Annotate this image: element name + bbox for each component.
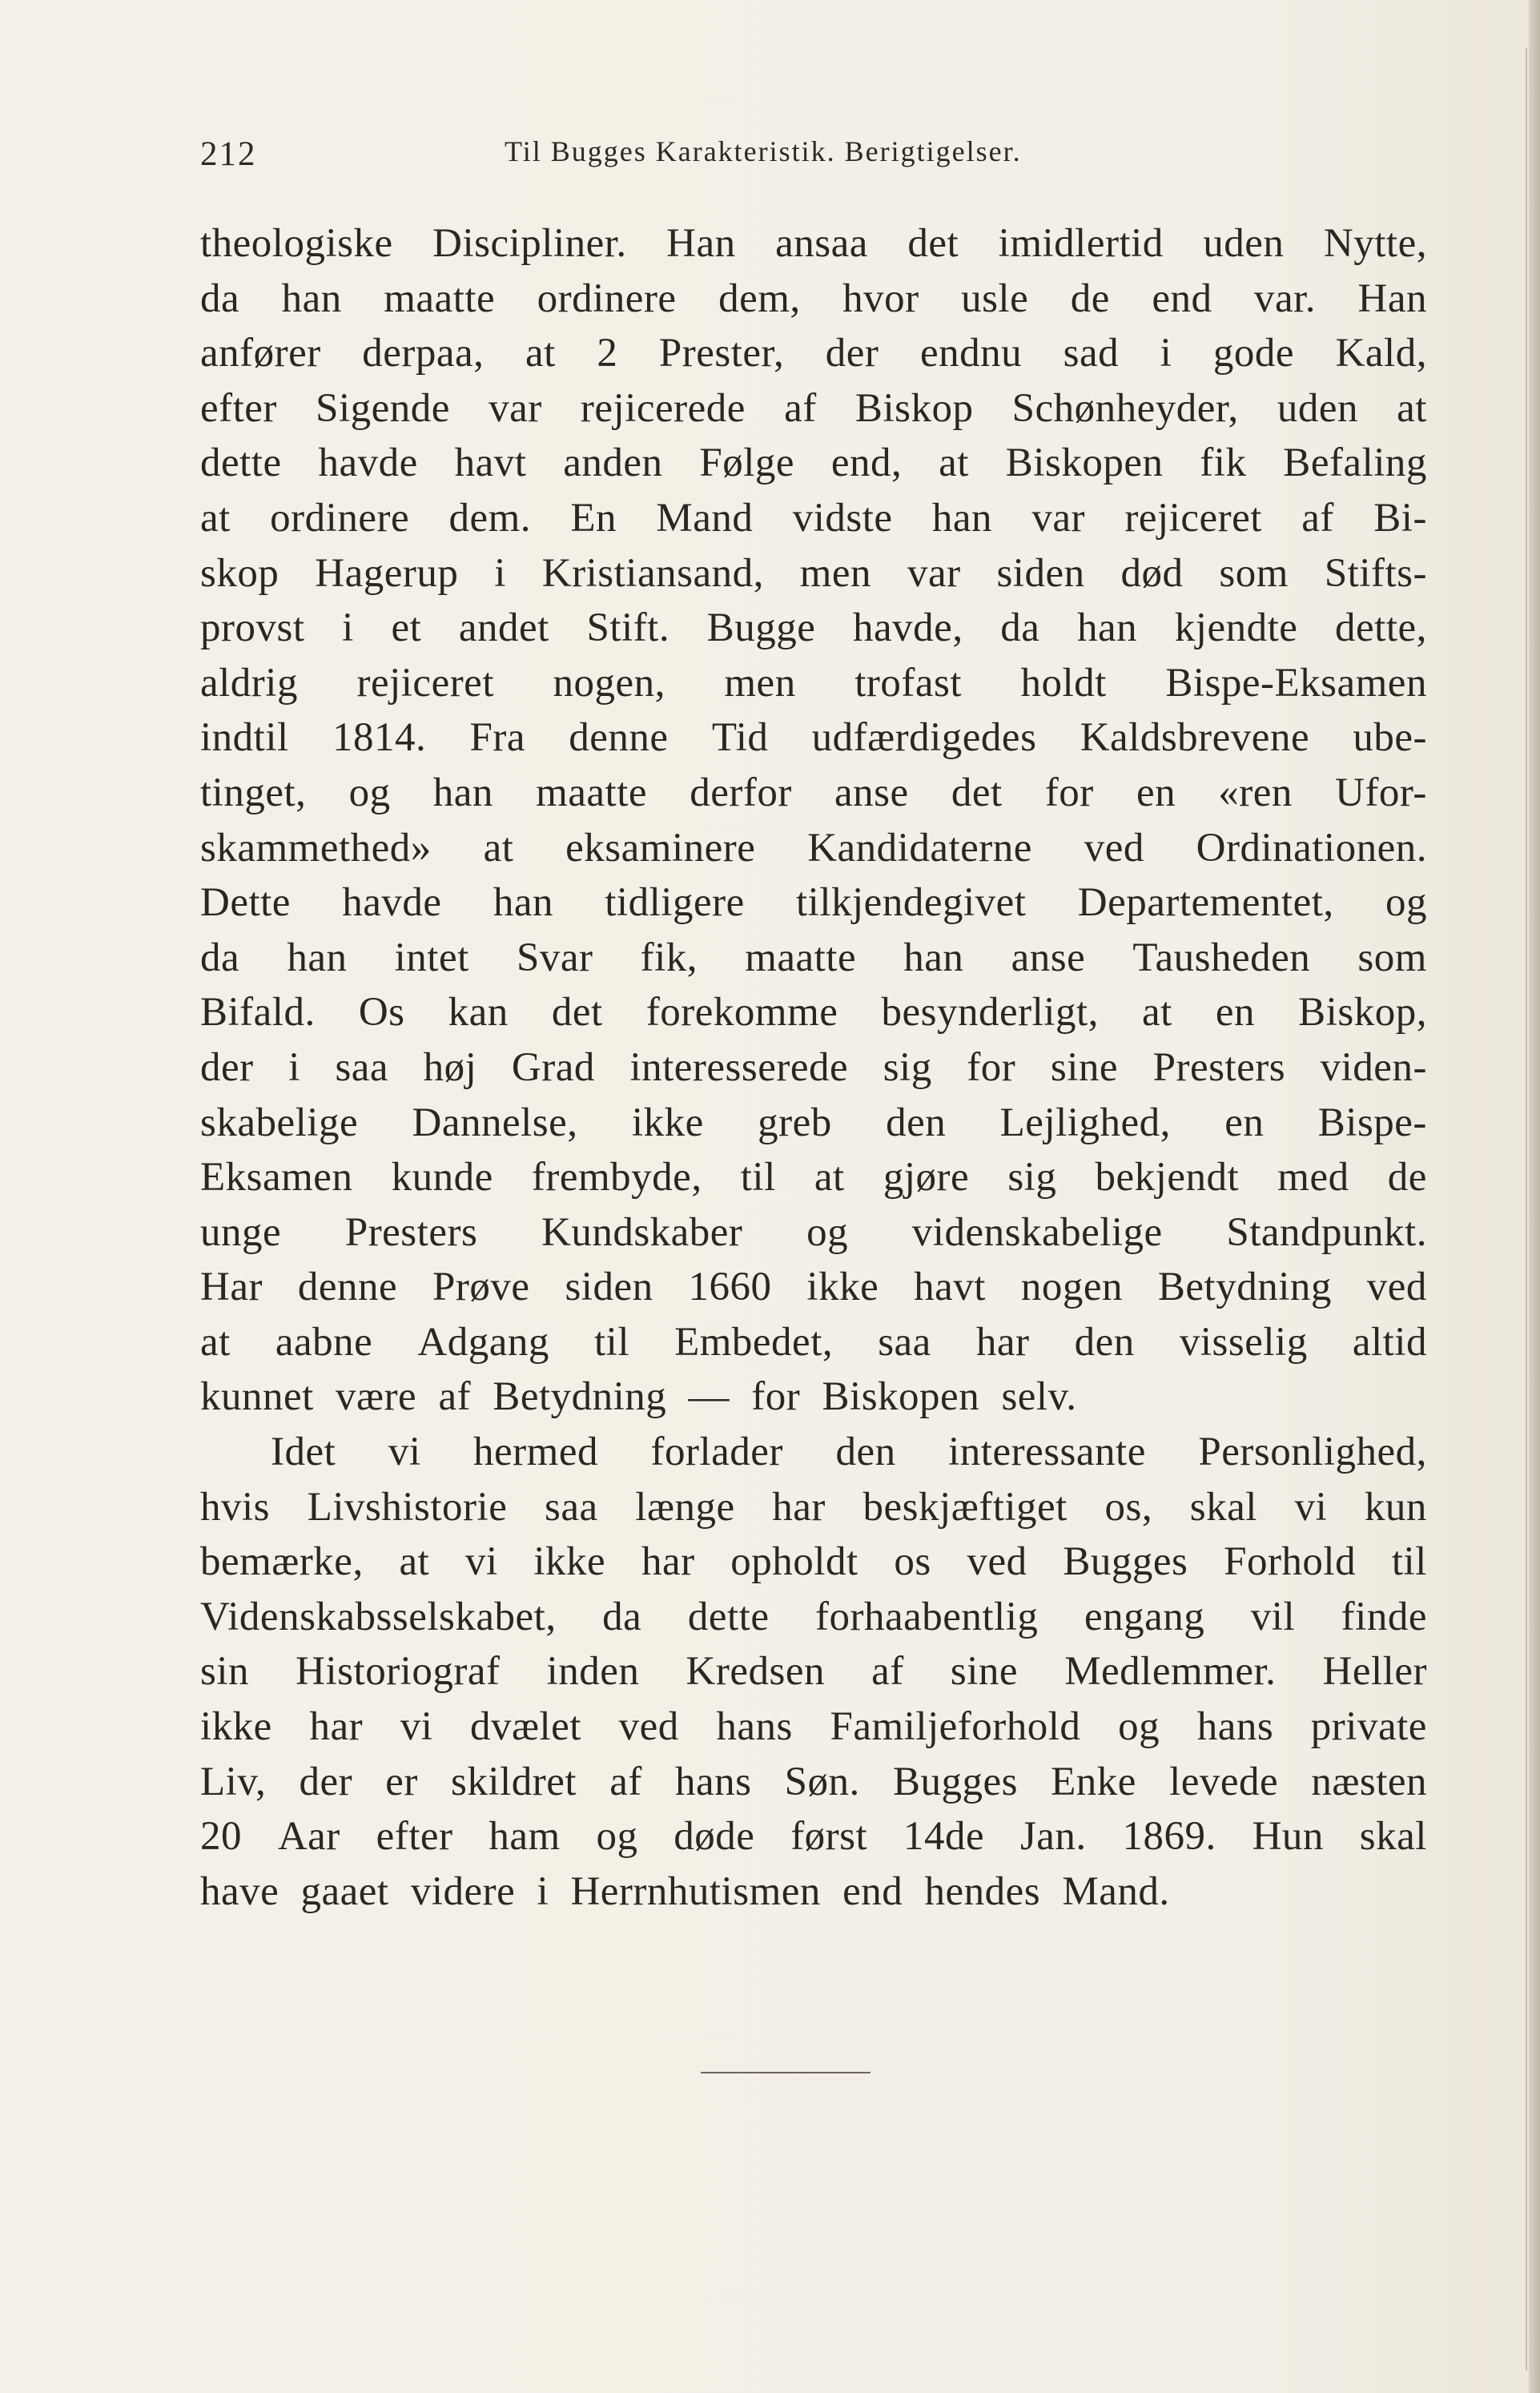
text-line: hvis Livshistorie saa længe har beskjæftiget os, skal vi kun: [200, 1484, 1427, 1530]
text-line: skop Hagerup i Kristiansand, men var siden død som Stifts-: [200, 550, 1427, 596]
text-line: Idet vi hermed forlader den interessante Personlighed,: [271, 1430, 1427, 1475]
text-line: Har denne Prøve siden 1660 ikke havt nogen Betydning ved: [200, 1265, 1427, 1310]
text-line: da han maatte ordinere dem, hvor usle de end var. Han: [200, 275, 1427, 321]
text-line: kunnet være af Betydning — for Biskopen selv.: [200, 1374, 1077, 1420]
text-line: skammethed» at eksaminere Kandidaterne ved Ordinationen.: [200, 825, 1427, 871]
text-line: 20 Aar efter ham og døde først 14de Jan. 1869. Hun skal: [200, 1814, 1427, 1860]
text-line: tinget, og han maatte derfor anse det for en «ren Ufor-: [200, 770, 1427, 815]
text-line: anfører derpaa, at 2 Prester, der endnu sad i gode Kald,: [200, 331, 1427, 376]
text-line: at ordinere dem. En Mand vidste han var rejiceret af Bi-: [200, 495, 1427, 541]
text-line: efter Sigende var rejicerede af Biskop Schønheyder, uden at: [200, 385, 1427, 431]
text-line: theologiske Discipliner. Han ansaa det imidlertid uden Nytte,: [200, 221, 1427, 266]
running-head: Til Bugges Karakteristik. Berigtigelser.: [505, 135, 1022, 167]
text-line: bemærke, at vi ikke har opholdt os ved Bugges Forhold til: [200, 1539, 1427, 1585]
page-header: [200, 135, 1430, 183]
end-rule-divider: [701, 2072, 871, 2073]
text-line: aldrig rejiceret nogen, men trofast holdt Bispe-Eksamen: [200, 660, 1427, 706]
text-line: at aabne Adgang til Embedet, saa har den visselig altid: [200, 1319, 1427, 1365]
text-line: indtil 1814. Fra denne Tid udfærdigedes Kaldsbrevene ube-: [200, 715, 1427, 761]
page-edge: [1529, 0, 1540, 2393]
text-line: provst i et andet Stift. Bugge havde, da han kjendte dette,: [200, 605, 1427, 651]
text-line: Liv, der er skildret af hans Søn. Bugges Enke levede næsten: [200, 1759, 1427, 1804]
text-line: Dette havde han tidligere tilkjendegivet Departementet, og: [200, 880, 1427, 926]
page-edge-shadow: [1526, 48, 1527, 2371]
body-text: [200, 216, 1427, 1919]
text-line: der i saa høj Grad interesserede sig for sine Presters viden-: [200, 1044, 1427, 1090]
text-line: Eksamen kunde frembyde, til at gjøre sig bekjendt med de: [200, 1155, 1427, 1201]
page-number: 212: [200, 135, 257, 173]
text-line: have gaaet videre i Herrnhutismen end hendes Mand.: [200, 1868, 1170, 1914]
text-line: Bifald. Os kan det forekomme besynderligt, at en Biskop,: [200, 990, 1427, 1036]
text-line: da han intet Svar fik, maatte han anse Tausheden som: [200, 935, 1427, 980]
text-line: skabelige Dannelse, ikke greb den Lejlighed, en Bispe-: [200, 1100, 1427, 1145]
text-line: ikke har vi dvælet ved hans Familjeforhold og hans private: [200, 1704, 1427, 1750]
text-line: sin Historiograf inden Kredsen af sine Medlemmer. Heller: [200, 1649, 1427, 1695]
text-line: Videnskabsselskabet, da dette forhaabentlig engang vil finde: [200, 1594, 1427, 1639]
text-line: unge Presters Kundskaber og videnskabelige Standpunkt.: [200, 1209, 1427, 1255]
text-line: dette havde havt anden Følge end, at Biskopen fik Befaling: [200, 440, 1427, 486]
